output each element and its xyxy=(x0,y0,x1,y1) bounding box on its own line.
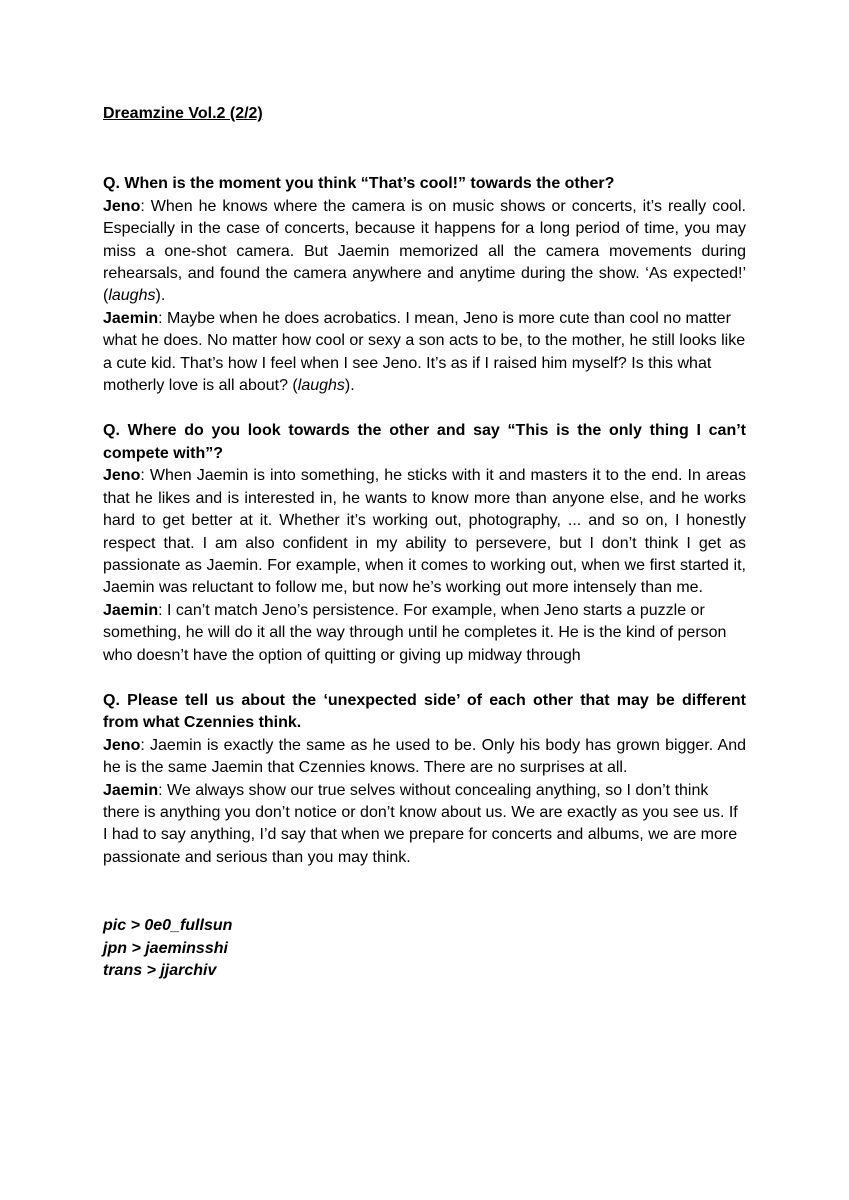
question-text: Q. Please tell us about the ‘unexpected side’ of each other that may be different from what Czennies think. xyxy=(103,691,746,732)
speaker-name: Jaemin xyxy=(103,781,159,799)
answer-paragraph xyxy=(103,735,746,780)
answer-paragraph xyxy=(103,465,746,599)
credit-trans: trans > jjarchiv xyxy=(103,962,217,979)
answer-paragraph xyxy=(103,780,746,870)
answer-text: : When Jaemin is into something, he sticks with it and masters it to the end. In areas that he likes and is interested in, he wants to know more than anyone else, and he works hard to get better at it. Whether it’s working out, photography, ... and so on, I honestly respect that. I am also confident in my ability to persevere, but I don’t think I get as passionate as Jaemin. For example, when it comes to working out, when we first started it, Jaemin was reluctant to follow me, but now he’s working out more intensely than me. xyxy=(103,467,746,597)
speaker-name: Jeno xyxy=(103,736,141,754)
answer-paragraph xyxy=(103,600,746,667)
credit-jpn: jpn > jaeminsshi xyxy=(103,939,228,957)
answer-paragraph xyxy=(103,196,746,308)
answer-italic: laughs xyxy=(108,287,156,305)
answer-text: : We always show our true selves without concealing anything, so I don’t think there is anything you don’t notice or don’t know about us. We are exactly as you see us. If I had to say anything, I’d say that when we prepare for concerts and albums, we are more passionate and serious than you may think. xyxy=(103,781,738,866)
speaker-name: Jeno xyxy=(103,467,141,485)
credit-pic: pic > 0e0_fullsun xyxy=(103,917,233,935)
answer-italic: laughs xyxy=(297,377,345,395)
speaker-name: Jaemin xyxy=(103,601,159,619)
answer-text: : When he knows where the camera is on music shows or concerts, it’s really cool. Especially in the case of concerts, because it happens for a long period of time, you may miss a one-shot camera. But Jaemin memorized all the camera movements during rehearsals, and found the camera anywhere and anytime during the show. ‘As expected!’ ( xyxy=(103,197,746,305)
credits-block xyxy=(103,915,746,982)
answer-text: : Maybe when he does acrobatics. I mean, Jeno is more cute than cool no matter what he does. No matter how cool or sexy a son acts to be, to the mother, he still looks like a cute kid. That’s how I feel when I see Jeno. It’s as if I raised him myself? Is this what motherly love is all about? ( xyxy=(103,309,746,395)
answer-paragraph xyxy=(103,308,746,398)
answer-text: : Jaemin is exactly the same as he used to be. Only his body has grown bigger. And he is the same Jaemin that Czennies knows. There are no surprises at all. xyxy=(103,736,746,777)
qa-section xyxy=(103,420,746,666)
document-page xyxy=(103,103,746,982)
answer-tail: ). xyxy=(344,377,355,395)
answer-text: : I can’t match Jeno’s persistence. For example, when Jeno starts a puzzle or something, he will do it all the way through until he completes it. He is the kind of person who doesn’t have the option of quitting or giving up midway through xyxy=(103,601,727,664)
question-text: Q. When is the moment you think “That’s cool!” towards the other? xyxy=(103,175,615,193)
speaker-name: Jeno xyxy=(103,197,141,215)
qa-section xyxy=(103,173,746,397)
question-text: Q. Where do you look towards the other and say “This is the only thing I can’t compete with”? xyxy=(103,422,746,462)
answer-tail: ). xyxy=(155,287,166,305)
speaker-name: Jaemin xyxy=(103,309,159,327)
qa-section xyxy=(103,690,746,869)
document-title: Dreamzine Vol.2 (2/2) xyxy=(103,105,263,122)
